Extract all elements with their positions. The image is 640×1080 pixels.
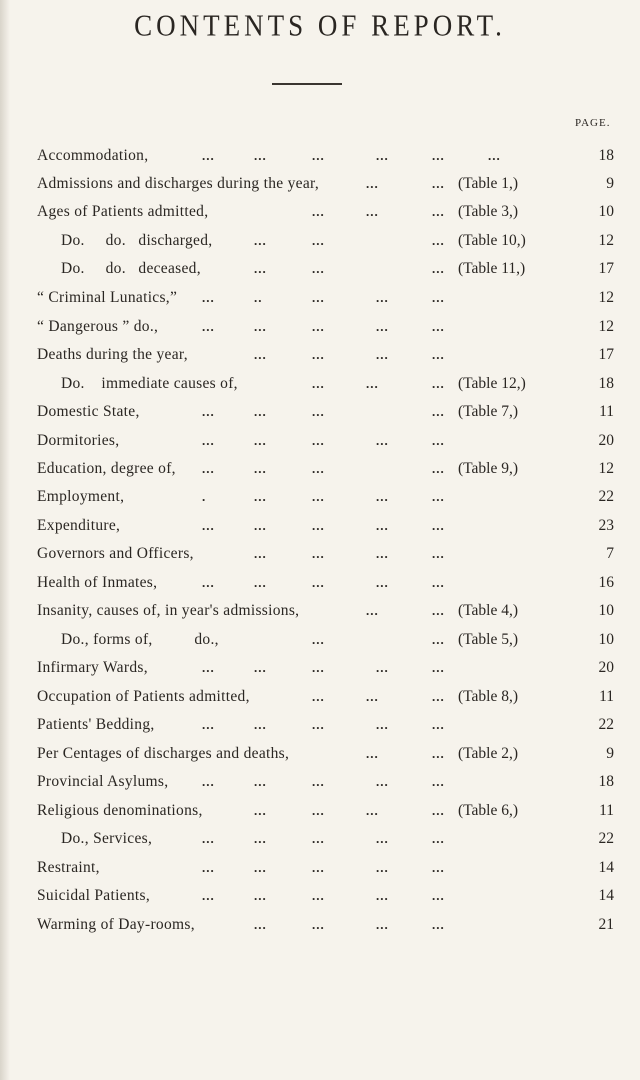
leader-dots: ... — [312, 860, 325, 875]
contents-entry — [0, 626, 640, 654]
contents-entry — [0, 483, 640, 511]
leader-dots: ... — [312, 888, 325, 903]
table-reference: (Table 10,) — [458, 232, 526, 249]
entry-label: Do. immediate causes of, — [61, 375, 238, 392]
leader-dots: ... — [376, 546, 389, 561]
leader-dots: ... — [312, 518, 325, 533]
page-number: 12 — [598, 232, 614, 249]
leader-dots: ... — [312, 717, 325, 732]
leader-dots: ... — [312, 489, 325, 504]
leader-dots: ... — [432, 461, 445, 476]
leader-dots: ... — [312, 660, 325, 675]
page-number: 16 — [598, 574, 614, 591]
entry-label: Expenditure, — [37, 517, 121, 534]
leader-dots: ... — [312, 148, 325, 163]
page-number: 11 — [599, 403, 614, 420]
page-number: 7 — [606, 545, 614, 562]
leader-dots: ... — [366, 746, 379, 761]
page-number: 10 — [598, 203, 614, 220]
leader-dots: ... — [312, 461, 325, 476]
page-number: 11 — [599, 688, 614, 705]
leader-dots: ... — [202, 860, 215, 875]
leader-dots: ... — [312, 404, 325, 419]
leader-dots: ... — [254, 233, 267, 248]
leader-dots: ... — [254, 347, 267, 362]
leader-dots: ... — [432, 404, 445, 419]
contents-entry — [0, 825, 640, 853]
leader-dots: ... — [202, 319, 215, 334]
leader-dots: ... — [376, 347, 389, 362]
entry-label: Do. do. deceased, — [61, 260, 201, 277]
leader-dots: ... — [366, 204, 379, 219]
contents-entry — [0, 284, 640, 312]
page-number: 14 — [598, 887, 614, 904]
leader-dots: ... — [376, 888, 389, 903]
leader-dots: ... — [312, 917, 325, 932]
leader-dots: ... — [312, 233, 325, 248]
leader-dots: ... — [254, 404, 267, 419]
entry-label: Dormitories, — [37, 432, 120, 449]
leader-dots: ... — [312, 803, 325, 818]
entry-label: Insanity, causes of, in year's admissions, — [37, 602, 300, 619]
page-column-header: PAGE. — [575, 117, 611, 129]
leader-dots: ... — [202, 404, 215, 419]
leader-dots: ... — [202, 148, 215, 163]
contents-entry — [0, 142, 640, 170]
entry-label: Domestic State, — [37, 403, 140, 420]
contents-entry — [0, 569, 640, 597]
leader-dots: ... — [202, 290, 215, 305]
table-reference: (Table 8,) — [458, 688, 519, 705]
entry-label: Deaths during the year, — [37, 346, 188, 363]
leader-dots: ... — [202, 888, 215, 903]
contents-entry — [0, 882, 640, 910]
page-number: 18 — [598, 773, 614, 790]
leader-dots: ... — [312, 546, 325, 561]
table-reference: (Table 2,) — [458, 745, 519, 762]
entry-label: Occupation of Patients admitted, — [37, 688, 250, 705]
leader-dots: ... — [254, 148, 267, 163]
leader-dots: ... — [432, 774, 445, 789]
contents-entry — [0, 711, 640, 739]
leader-dots: ... — [254, 831, 267, 846]
leader-dots: .. — [254, 290, 263, 305]
entry-label: “ Criminal Lunatics,” — [37, 289, 178, 306]
leader-dots: ... — [432, 603, 445, 618]
leader-dots: ... — [432, 803, 445, 818]
page-title: CONTENTS OF REPORT. — [134, 7, 506, 43]
entry-label: Per Centages of discharges and deaths, — [37, 745, 290, 762]
contents-entry — [0, 341, 640, 369]
contents-entry — [0, 398, 640, 426]
leader-dots: ... — [202, 774, 215, 789]
contents-entry — [0, 198, 640, 226]
contents-entry — [0, 654, 640, 682]
leader-dots: ... — [312, 347, 325, 362]
leader-dots: ... — [312, 433, 325, 448]
leader-dots: ... — [376, 575, 389, 590]
leader-dots: ... — [432, 917, 445, 932]
page-number: 17 — [598, 260, 614, 277]
leader-dots: ... — [202, 461, 215, 476]
entry-label: Employment, — [37, 488, 125, 505]
leader-dots: ... — [376, 717, 389, 732]
page-number: 22 — [598, 830, 614, 847]
leader-dots: ... — [366, 176, 379, 191]
leader-dots: ... — [366, 376, 379, 391]
page-number: 20 — [598, 432, 614, 449]
contents-entry — [0, 512, 640, 540]
contents-entry — [0, 170, 640, 198]
contents-entry — [0, 911, 640, 939]
leader-dots: ... — [432, 575, 445, 590]
contents-entry — [0, 740, 640, 768]
table-reference: (Table 7,) — [458, 403, 519, 420]
page-number: 9 — [606, 175, 614, 192]
leader-dots: ... — [366, 689, 379, 704]
contents-entry — [0, 227, 640, 255]
leader-dots: ... — [254, 575, 267, 590]
page-number: 12 — [598, 460, 614, 477]
leader-dots: ... — [254, 433, 267, 448]
contents-entry — [0, 854, 640, 882]
leader-dots: ... — [432, 319, 445, 334]
page-number: 22 — [598, 488, 614, 505]
leader-dots: ... — [432, 233, 445, 248]
entry-label: Warming of Day-rooms, — [37, 916, 195, 933]
leader-dots: ... — [488, 148, 501, 163]
page-number: 18 — [598, 375, 614, 392]
contents-entry — [0, 683, 640, 711]
leader-dots: ... — [376, 774, 389, 789]
entry-label: Restraint, — [37, 859, 100, 876]
leader-dots: ... — [432, 860, 445, 875]
leader-dots: ... — [312, 774, 325, 789]
leader-dots: ... — [254, 917, 267, 932]
leader-dots: ... — [376, 831, 389, 846]
entry-label: Governors and Officers, — [37, 545, 194, 562]
page-number: 20 — [598, 659, 614, 676]
leader-dots: ... — [432, 746, 445, 761]
entry-label: “ Dangerous ” do., — [37, 318, 159, 335]
leader-dots: ... — [432, 204, 445, 219]
page-number: 18 — [598, 147, 614, 164]
leader-dots: ... — [376, 433, 389, 448]
table-reference: (Table 3,) — [458, 203, 519, 220]
leader-dots: ... — [366, 803, 379, 818]
entry-label: Ages of Patients admitted, — [37, 203, 209, 220]
leader-dots: ... — [254, 546, 267, 561]
entry-label: Do. do. discharged, — [61, 232, 213, 249]
leader-dots: ... — [376, 860, 389, 875]
entry-label: Do., forms of, do., — [61, 631, 219, 648]
leader-dots: ... — [312, 831, 325, 846]
contents-entry — [0, 370, 640, 398]
leader-dots: ... — [432, 176, 445, 191]
page-number: 10 — [598, 602, 614, 619]
entry-label: Infirmary Wards, — [37, 659, 148, 676]
leader-dots: ... — [254, 888, 267, 903]
page-number: 10 — [598, 631, 614, 648]
leader-dots: ... — [312, 290, 325, 305]
leader-dots: ... — [254, 774, 267, 789]
leader-dots: ... — [432, 433, 445, 448]
entry-label: Suicidal Patients, — [37, 887, 151, 904]
contents-entry — [0, 313, 640, 341]
page-number: 9 — [606, 745, 614, 762]
leader-dots: ... — [366, 603, 379, 618]
entry-label: Education, degree of, — [37, 460, 176, 477]
leader-dots: ... — [312, 204, 325, 219]
leader-dots: ... — [202, 518, 215, 533]
entry-label: Provincial Asylums, — [37, 773, 169, 790]
leader-dots: ... — [432, 518, 445, 533]
table-reference: (Table 4,) — [458, 602, 519, 619]
leader-dots: ... — [312, 632, 325, 647]
leader-dots: ... — [202, 831, 215, 846]
page-number: 12 — [598, 289, 614, 306]
table-reference: (Table 12,) — [458, 375, 526, 392]
leader-dots: ... — [376, 319, 389, 334]
leader-dots: ... — [376, 148, 389, 163]
leader-dots: ... — [202, 575, 215, 590]
leader-dots: ... — [432, 546, 445, 561]
leader-dots: ... — [376, 518, 389, 533]
page-number: 21 — [598, 916, 614, 933]
entry-label: Admissions and discharges during the year, — [37, 175, 320, 192]
contents-entry — [0, 597, 640, 625]
leader-dots: ... — [432, 888, 445, 903]
leader-dots: ... — [254, 660, 267, 675]
page-number: 14 — [598, 859, 614, 876]
contents-entry — [0, 255, 640, 283]
entry-label: Religious denominations, — [37, 802, 203, 819]
leader-dots: ... — [254, 518, 267, 533]
leader-dots: ... — [254, 489, 267, 504]
leader-dots: ... — [376, 660, 389, 675]
leader-dots: ... — [202, 717, 215, 732]
leader-dots: ... — [432, 261, 445, 276]
contents-entry — [0, 427, 640, 455]
leader-dots: ... — [432, 347, 445, 362]
leader-dots: ... — [254, 717, 267, 732]
leader-dots: ... — [312, 575, 325, 590]
contents-entry — [0, 540, 640, 568]
entry-label: Patients' Bedding, — [37, 716, 155, 733]
leader-dots: ... — [432, 660, 445, 675]
table-reference: (Table 6,) — [458, 802, 519, 819]
table-reference: (Table 1,) — [458, 175, 519, 192]
page-number: 22 — [598, 716, 614, 733]
leader-dots: ... — [376, 489, 389, 504]
contents-entry — [0, 797, 640, 825]
leader-dots: ... — [254, 261, 267, 276]
leader-dots: ... — [432, 148, 445, 163]
table-reference: (Table 9,) — [458, 460, 519, 477]
contents-entry — [0, 768, 640, 796]
leader-dots: ... — [432, 689, 445, 704]
leader-dots: ... — [312, 689, 325, 704]
table-reference: (Table 5,) — [458, 631, 519, 648]
leader-dots: ... — [202, 660, 215, 675]
leader-dots: ... — [254, 461, 267, 476]
leader-dots: ... — [312, 319, 325, 334]
contents-entry — [0, 455, 640, 483]
leader-dots: ... — [254, 803, 267, 818]
entry-label: Accommodation, — [37, 147, 149, 164]
leader-dots: ... — [202, 433, 215, 448]
leader-dots: ... — [376, 917, 389, 932]
leader-dots: ... — [254, 860, 267, 875]
page-number: 11 — [599, 802, 614, 819]
page-number: 17 — [598, 346, 614, 363]
leader-dots: ... — [432, 376, 445, 391]
leader-dots: ... — [432, 489, 445, 504]
page-number: 12 — [598, 318, 614, 335]
entry-label: Do., Services, — [61, 830, 153, 847]
leader-dots: . — [202, 489, 207, 504]
table-reference: (Table 11,) — [458, 260, 526, 277]
entry-label: Health of Inmates, — [37, 574, 158, 591]
leader-dots: ... — [376, 290, 389, 305]
leader-dots: ... — [432, 290, 445, 305]
leader-dots: ... — [312, 261, 325, 276]
leader-dots: ... — [254, 319, 267, 334]
leader-dots: ... — [432, 717, 445, 732]
leader-dots: ... — [432, 632, 445, 647]
leader-dots: ... — [432, 831, 445, 846]
page-number: 23 — [598, 517, 614, 534]
leader-dots: ... — [312, 376, 325, 391]
